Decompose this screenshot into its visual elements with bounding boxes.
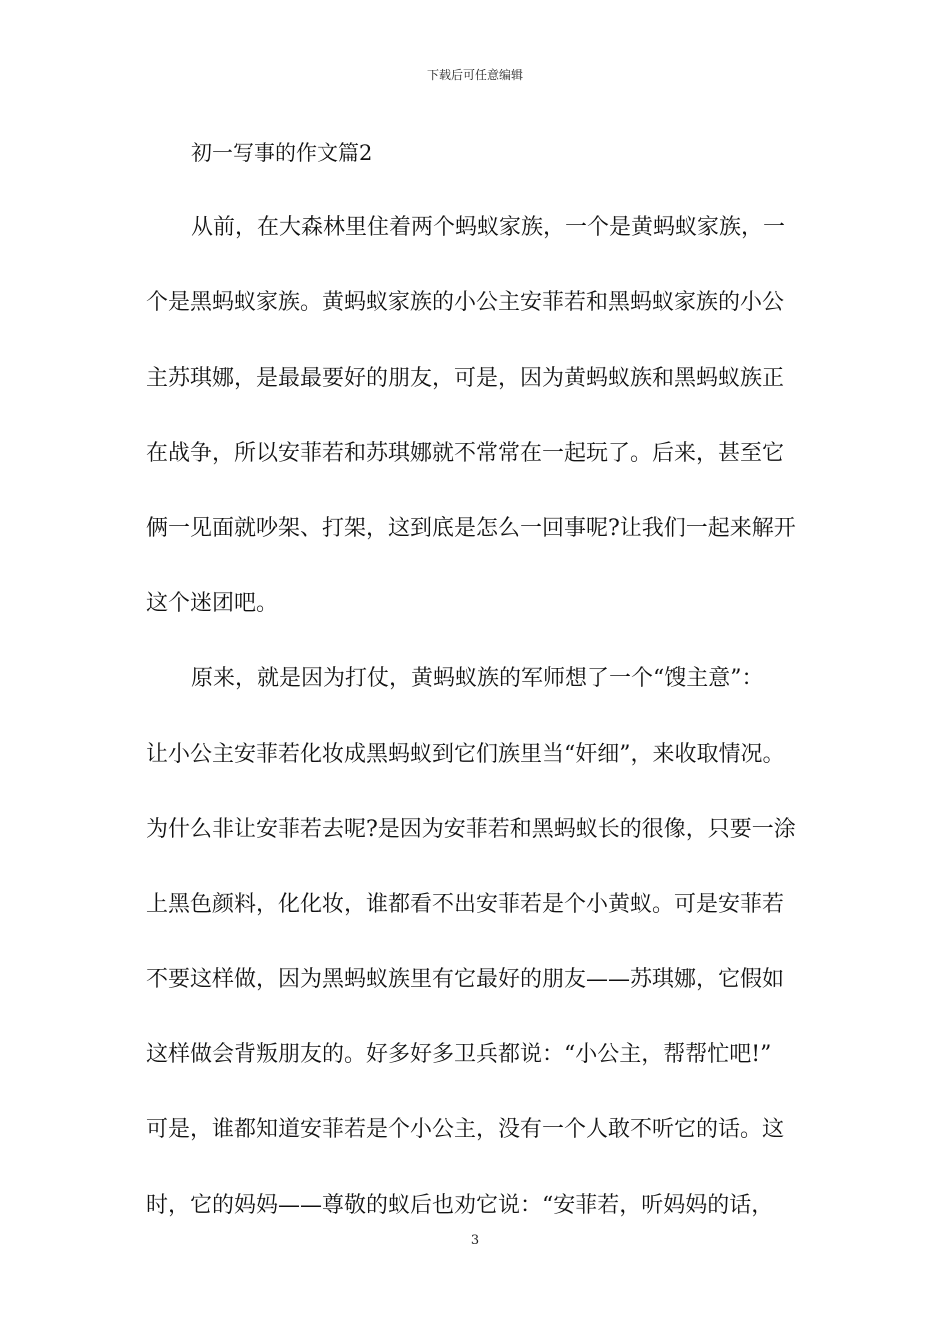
paragraph-line: 俩一见面就吵架、打架，这到底是怎么一回事呢?让我们一起来解开 bbox=[146, 515, 796, 541]
paragraph-line: 为什么非让安菲若去呢?是因为安菲若和黑蚂蚁长的很像，只要一涂 bbox=[146, 816, 796, 842]
paragraph-line: 时，它的妈妈——尊敬的蚁后也劝它说：“安菲若，听妈妈的话， bbox=[146, 1192, 774, 1218]
paragraph-line: 在战争，所以安菲若和苏琪娜就不常常在一起玩了。后来，甚至它 bbox=[146, 440, 785, 466]
paragraph-line: 不要这样做，因为黑蚂蚁族里有它最好的朋友——苏琪娜，它假如 bbox=[146, 967, 785, 993]
paragraph-line: 个是黑蚂蚁家族。黄蚂蚁家族的小公主安菲若和黑蚂蚁家族的小公 bbox=[146, 290, 785, 316]
paragraph-line: 从前，在大森林里住着两个蚂蚁家族，一个是黄蚂蚁家族，一 bbox=[191, 215, 786, 241]
page-header: 下载后可任意编辑 bbox=[426, 68, 523, 82]
document-title: 初一写事的作文篇2 bbox=[191, 141, 373, 165]
page-number: 3 bbox=[470, 1233, 480, 1248]
paragraph-line: 让小公主安菲若化妆成黑蚂蚁到它们族里当“奸细”，来收取情况。 bbox=[146, 741, 785, 767]
paragraph-line: 原来，就是因为打仗，黄蚂蚁族的军师想了一个“馊主意”： bbox=[191, 666, 764, 692]
paragraph-line: 这个迷团吧。 bbox=[146, 591, 279, 617]
paragraph-line: 主苏琪娜，是最最要好的朋友，可是，因为黄蚂蚁族和黑蚂蚁族正 bbox=[146, 365, 785, 391]
document-body bbox=[146, 137, 806, 1265]
paragraph-line: 可是，谁都知道安菲若是个小公主，没有一个人敢不听它的话。这 bbox=[146, 1117, 785, 1143]
paragraph-line: 这样做会背叛朋友的。好多好多卫兵都说：“小公主，帮帮忙吧!” bbox=[146, 1042, 772, 1068]
paragraph-line: 上黑色颜料，化化妆，谁都看不出安菲若是个小黄蚁。可是安菲若 bbox=[146, 891, 785, 917]
